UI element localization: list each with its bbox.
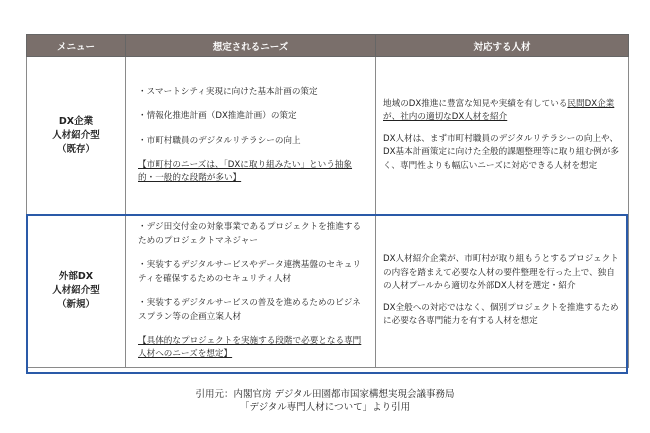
needs-cell-new bbox=[126, 215, 376, 368]
header-response: 対応する人材 bbox=[376, 35, 629, 57]
response-cell-new bbox=[376, 215, 629, 368]
need-item: ・市町村職員のデジタルリテラシーの向上 bbox=[138, 135, 301, 146]
response-paragraph: DX人材紹介企業が、市町村が取り組もうとするプロジェクトの内容を踏まえて必要な人材の要件整理を行った上で、独自の人材プールから適切な外部DX人材を選定・紹介 bbox=[383, 254, 619, 292]
menu-table bbox=[26, 34, 629, 368]
response-underlined-text: 民間DX企業が、社内の適切なDX人材を紹介 bbox=[383, 98, 615, 123]
menu-name-line3: （既存） bbox=[56, 143, 95, 155]
table-header-row bbox=[27, 35, 629, 57]
menu-cell-new bbox=[27, 215, 126, 368]
table-row-existing bbox=[27, 57, 629, 215]
need-item: ・実装するデジタルサービスの普及を進めるためのビジネスプラン等の企画立案人材 bbox=[138, 298, 361, 322]
menu-name-line1: DX企業 bbox=[58, 115, 94, 127]
citation bbox=[0, 388, 650, 414]
table-row-new bbox=[27, 215, 629, 368]
response-cell-existing bbox=[376, 57, 629, 215]
menu-name-line2: 人材紹介型 bbox=[52, 285, 100, 296]
menu-name-line3: （新規） bbox=[56, 299, 95, 310]
response-paragraph: DX全般への対応ではなく、個別プロジェクトを推進するために必要な各専門能力を有する人材を想定 bbox=[383, 302, 619, 327]
needs-cell-existing bbox=[126, 57, 376, 215]
need-item: ・スマートシティ実現に向けた基本計画の策定 bbox=[138, 86, 318, 97]
menu-name-line2: 人材紹介型 bbox=[52, 129, 100, 141]
need-item: ・デジ田交付金の対象事業であるプロジェクトを推進するためのプロジェクトマネジャー bbox=[138, 222, 362, 246]
header-menu: メニュー bbox=[27, 35, 126, 57]
response-paragraph bbox=[383, 98, 620, 125]
header-needs: 想定されるニーズ bbox=[126, 35, 376, 57]
menu-cell-existing bbox=[27, 57, 126, 215]
menu-name-line1: 外部DX bbox=[58, 271, 94, 282]
response-paragraph: DX人材は、まず市町村職員のデジタルリテラシーの向上や、DX基本計画策定に向けた全般的課題整理等に取り組む例が多く、専門性よりも幅広いニーズに対応できる人材を想定 bbox=[383, 133, 619, 171]
menu-table-container bbox=[26, 34, 628, 368]
needs-note: 【具体的なプロジェクトを実施する段階で必要となる専門人材へのニーズを想定】 bbox=[138, 336, 362, 359]
citation-line2: 「デジタル専門人材について」より引用 bbox=[239, 402, 411, 413]
need-item: ・実装するデジタルサービスやデータ連携基盤のセキュリティを確保するためのセキュリティ人材 bbox=[138, 260, 361, 284]
needs-note: 【市町村のニーズは、「DXに取り組みたい」という抽象的・一般的な段階が多い】 bbox=[138, 160, 353, 184]
need-item: ・情報化推進計画（DX推進計画）の策定 bbox=[138, 111, 297, 122]
response-text: 地域のDX推進に豊富な知見や実績を有している bbox=[383, 98, 568, 109]
citation-line1: 引用元：内閣官房 デジタル田園都市国家構想実現会議事務局 bbox=[195, 389, 455, 400]
